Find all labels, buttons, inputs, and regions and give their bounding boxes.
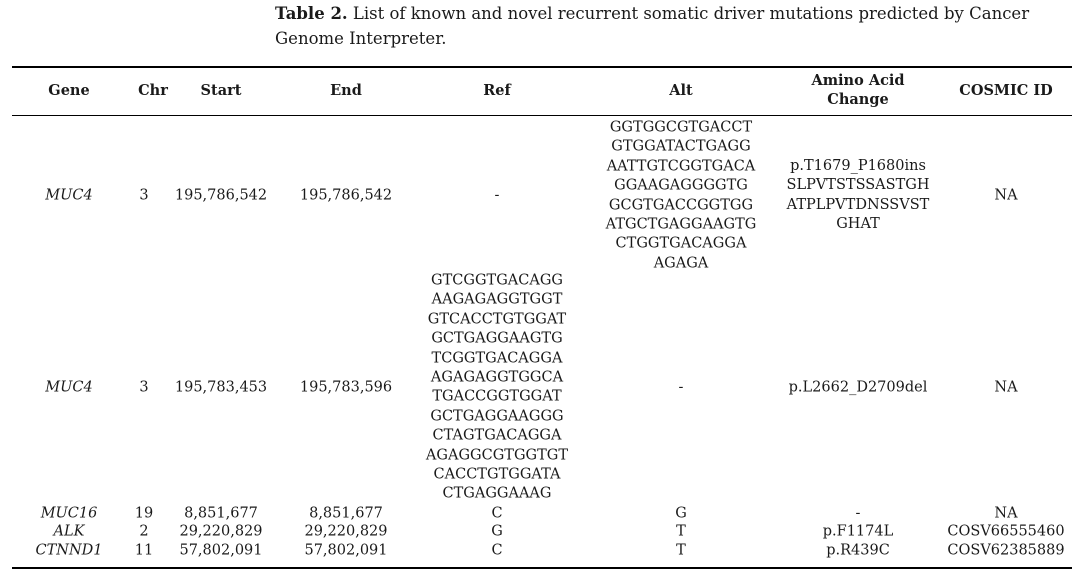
header-gene: Gene (48, 82, 90, 99)
cell-ref-line: - (494, 187, 500, 204)
cell-alt-line: T (676, 523, 686, 540)
cell-alt-line: G (675, 505, 687, 522)
cell-ref-line: CTAGTGACAGGA (432, 427, 562, 444)
cell-cosmic: NA (994, 505, 1018, 522)
cell-ref-line: G (491, 523, 503, 540)
cell-ref-line: GTCACCTGTGGAT (427, 311, 567, 328)
cell-alt-line: AATTGTCGGTGACA (606, 158, 756, 175)
cell-end: 57,802,091 (304, 542, 388, 559)
cell-gene: MUC4 (45, 379, 93, 396)
cell-ref-line: CTGAGGAAAG (442, 486, 552, 503)
cell-ref-line: AGAGGCGTGGTGT (425, 447, 569, 464)
cell-alt-line: ATGCTGAGGAAGTG (605, 216, 757, 233)
cell-ref (495, 186, 500, 205)
cell-start: 195,786,542 (174, 187, 268, 204)
cell-ref (491, 522, 503, 541)
cell-ref-line: AAGAGAGGTGGT (431, 291, 563, 308)
cell-alt-line: T (676, 542, 686, 559)
cell-chr: 3 (139, 187, 149, 204)
cell-end: 8,851,677 (309, 505, 383, 522)
header-chr: Chr (138, 82, 168, 99)
cell-aa-line: p.F1174L (822, 523, 894, 540)
cell-ref-line: TGACCGGTGGAT (432, 389, 562, 405)
header-amino-acid-change: Amino Acid Change (811, 72, 905, 108)
cell-alt (676, 541, 686, 560)
cell-alt (676, 522, 686, 541)
cell-ref-line: TCGGTGACAGGA (431, 350, 563, 367)
cell-gene: ALK (53, 523, 85, 540)
table-bottom-rule (12, 567, 1072, 569)
cell-aa-line: GHAT (836, 216, 880, 233)
table-header-rule (12, 115, 1072, 116)
cell-ref-line: GCTGAGGAAGTG (431, 330, 563, 347)
cell-cosmic: COSV62385889 (947, 542, 1065, 559)
cell-alt (606, 118, 757, 273)
cell-aa (823, 522, 893, 541)
header-ref: Ref (483, 82, 511, 99)
cell-aa-line: p.R439C (826, 542, 890, 559)
cell-alt (679, 378, 684, 397)
cell-cosmic: NA (994, 379, 1018, 396)
cell-gene: CTNND1 (35, 542, 103, 559)
cell-ref-line: CACCTGTGGATA (433, 466, 561, 483)
cell-start: 8,851,677 (184, 505, 258, 522)
table-caption (275, 1, 1075, 51)
header-cosmic-id: COSMIC ID (959, 82, 1053, 99)
cell-chr: 2 (139, 523, 149, 540)
cell-alt-line: AGAGA (653, 255, 709, 272)
cell-ref-line: GCTGAGGAAGGG (430, 408, 564, 425)
cell-ref (426, 272, 568, 505)
cell-chr: 3 (139, 379, 149, 396)
cell-ref (491, 541, 502, 560)
cell-aa (856, 504, 861, 523)
cell-end: 195,783,596 (299, 379, 393, 396)
cell-chr: 11 (134, 542, 154, 559)
cell-aa-line: - (855, 505, 861, 522)
cell-aa-line: p.T1679_P1680ins (790, 158, 926, 175)
header-start: Start (200, 82, 242, 99)
table-label: Table 2. (275, 4, 348, 23)
cell-alt-line: CTGGTGACAGGA (615, 235, 747, 252)
cell-start: 195,783,453 (174, 379, 268, 396)
cell-alt-line: GGAAGAGGGGTG (614, 177, 748, 194)
cell-ref (491, 504, 502, 523)
cell-ref-line: C (491, 542, 503, 559)
header-end: End (330, 82, 362, 99)
cell-ref-line: GTCGGTGACAGG (431, 272, 563, 289)
cell-start: 29,220,829 (179, 523, 263, 540)
cell-chr: 19 (134, 505, 154, 522)
cell-alt-line: GCGTGACCGGTGG (608, 197, 754, 213)
cell-start: 57,802,091 (179, 542, 263, 559)
cell-alt-line: GTGGATACTGAGG (611, 138, 751, 155)
cell-ref-line: C (491, 505, 503, 522)
cell-cosmic: COSV66555460 (947, 523, 1065, 540)
cell-gene: MUC16 (40, 505, 98, 522)
cell-gene: MUC4 (45, 187, 93, 204)
header-alt: Alt (669, 82, 693, 99)
cell-alt-line: GGTGGCGTGACCT (609, 119, 753, 136)
cell-cosmic: NA (994, 187, 1018, 204)
cell-aa-line: ATPLPVTDNSSVST (786, 197, 930, 213)
table-top-rule (12, 66, 1072, 68)
cell-aa (789, 378, 928, 397)
cell-aa-line: p.L2662_D2709del (788, 379, 928, 396)
table-caption-text: List of known and novel recurrent somatic driver mutations predicted by Cancer Genome Interpreter. (275, 4, 1030, 48)
cell-ref-line: AGAGAGGTGGCA (430, 369, 564, 386)
cell-aa (826, 541, 890, 560)
cell-alt (675, 504, 687, 523)
cell-alt-line: - (678, 379, 684, 396)
cell-end: 195,786,542 (299, 187, 393, 204)
cell-end: 29,220,829 (304, 523, 388, 540)
cell-aa-line: SLPVTSTSSASTGH (786, 177, 930, 194)
cell-aa (787, 157, 930, 235)
